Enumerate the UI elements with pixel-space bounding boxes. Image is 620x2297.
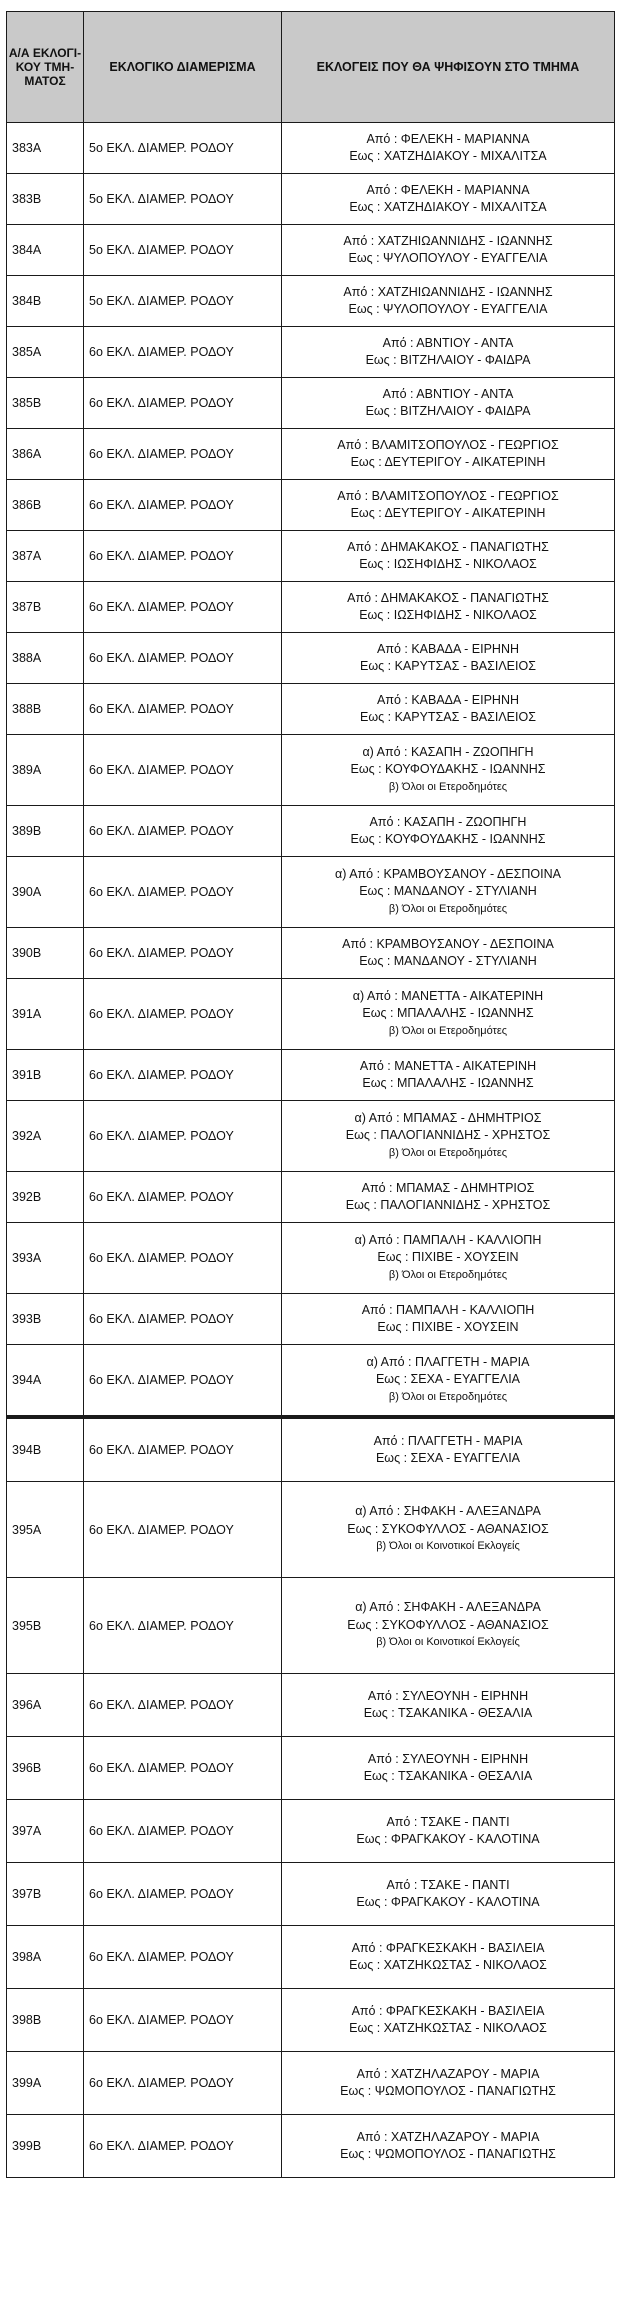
table-row bbox=[7, 1101, 615, 1172]
voters-range-line: Από : ΦΕΛΕΚΗ - ΜΑΡΙΑΝΝΑ bbox=[366, 131, 530, 146]
voters-range-line: Από : ΚΡΑΜΒΟΥΣΑΝΟΥ - ΔΕΣΠΟΙΝΑ bbox=[342, 936, 554, 951]
voters-range-line: Από : ΣΥΛΕΟΥΝΗ - ΕΙΡΗΝΗ bbox=[367, 1688, 529, 1703]
header-voters: ΕΚΛΟΓΕΙΣ ΠΟΥ ΘΑ ΨΗΦΙΣΟΥΝ ΣΤΟ ΤΜΗΜΑ bbox=[282, 12, 615, 123]
voters-range-cell bbox=[282, 1578, 615, 1674]
table-row bbox=[7, 1863, 615, 1926]
table-row bbox=[7, 531, 615, 582]
electoral-district-cell: 5ο ΕΚΛ. ΔΙΑΜΕΡ. ΡΟΔΟΥ bbox=[84, 123, 282, 174]
electoral-district-cell: 6ο ΕΚΛ. ΔΙΑΜΕΡ. ΡΟΔΟΥ bbox=[84, 1101, 282, 1172]
voters-range-line: Εως : ΔΕΥΤΕΡΙΓΟΥ - ΑΙΚΑΤΕΡΙΝΗ bbox=[350, 506, 546, 520]
table-row bbox=[7, 806, 615, 857]
voters-range-line: Εως : ΚΑΡΥΤΣΑΣ - ΒΑΣΙΛΕΙΟΣ bbox=[360, 659, 536, 673]
voters-range-line: Από : ΧΑΤΖΗΙΩΑΝΝΙΔΗΣ - ΙΩΑΝΝΗΣ bbox=[343, 284, 553, 299]
voters-range-cell bbox=[282, 806, 615, 857]
voters-range-cell bbox=[282, 531, 615, 582]
section-number-cell: 388Α bbox=[7, 633, 84, 684]
table-row bbox=[7, 1800, 615, 1863]
voters-range-line: α) Από : ΚΑΣΑΠΗ - ΖΩΟΠΗΓΗ bbox=[362, 744, 534, 759]
electoral-district-cell: 6ο ΕΚΛ. ΔΙΑΜΕΡ. ΡΟΔΟΥ bbox=[84, 806, 282, 857]
electoral-district-cell: 6ο ΕΚΛ. ΔΙΑΜΕΡ. ΡΟΔΟΥ bbox=[84, 531, 282, 582]
electoral-district-cell: 6ο ΕΚΛ. ΔΙΑΜΕΡ. ΡΟΔΟΥ bbox=[84, 1294, 282, 1345]
table-row bbox=[7, 1417, 615, 1482]
table-body bbox=[7, 123, 615, 2178]
voters-range-cell bbox=[282, 429, 615, 480]
section-number-cell: 397Β bbox=[7, 1863, 84, 1926]
table-row bbox=[7, 928, 615, 979]
voters-range-line: Εως : ΚΟΥΦΟΥΔΑΚΗΣ - ΙΩΑΝΝΗΣ bbox=[350, 762, 546, 777]
table-row bbox=[7, 174, 615, 225]
voters-range-line: Από : ΚΑΒΑΔΑ - ΕΙΡΗΝΗ bbox=[376, 692, 520, 707]
table-row bbox=[7, 1294, 615, 1345]
voters-range-cell bbox=[282, 327, 615, 378]
electoral-district-cell: 5ο ΕΚΛ. ΔΙΑΜΕΡ. ΡΟΔΟΥ bbox=[84, 225, 282, 276]
table-row bbox=[7, 735, 615, 806]
voters-range-line: α) Από : ΜΑΝΕΤΤΑ - ΑΙΚΑΤΕΡΙΝΗ bbox=[352, 988, 544, 1003]
voters-range-line: Από : ΦΡΑΓΚΕΣΚΑΚΗ - ΒΑΣΙΛΕΙΑ bbox=[351, 2003, 545, 2018]
voters-range-cell bbox=[282, 1926, 615, 1989]
voters-range-line: Εως : ΠΙΧΙΒΕ - ΧΟΥΣΕΙΝ bbox=[377, 1250, 519, 1265]
section-number-cell: 385Α bbox=[7, 327, 84, 378]
electoral-district-cell: 6ο ΕΚΛ. ΔΙΑΜΕΡ. ΡΟΔΟΥ bbox=[84, 684, 282, 735]
section-number-cell: 383Α bbox=[7, 123, 84, 174]
voters-note-line: β) Όλοι οι Ετεροδημότες bbox=[388, 1268, 508, 1281]
voters-range-line: Από : ΧΑΤΖΗΙΩΑΝΝΙΔΗΣ - ΙΩΑΝΝΗΣ bbox=[343, 233, 553, 248]
section-number-cell: 399Α bbox=[7, 2052, 84, 2115]
voters-range-line: α) Από : ΠΛΑΓΓΕΤΗ - ΜΑΡΙΑ bbox=[366, 1354, 530, 1369]
voters-note-line: β) Όλοι οι Ετεροδημότες bbox=[388, 1390, 508, 1403]
section-number-cell: 396Α bbox=[7, 1674, 84, 1737]
voters-note-line: β) Όλοι οι Ετεροδημότες bbox=[388, 1024, 508, 1037]
section-number-cell: 396Β bbox=[7, 1737, 84, 1800]
section-number-cell: 389Β bbox=[7, 806, 84, 857]
section-number-cell: 394Β bbox=[7, 1417, 84, 1482]
table-row bbox=[7, 327, 615, 378]
voters-range-cell bbox=[282, 276, 615, 327]
voters-range-cell bbox=[282, 582, 615, 633]
voters-range-line: Εως : ΦΡΑΓΚΑΚΟΥ - ΚΑΛΟΤΙΝΑ bbox=[356, 1895, 540, 1909]
voters-range-cell bbox=[282, 1737, 615, 1800]
voters-range-line: Εως : ΒΙΤΖΗΛΑΙΟΥ - ΦΑΙΔΡΑ bbox=[365, 353, 531, 367]
voters-range-line: Εως : ΨΩΜΟΠΟΥΛΟΣ - ΠΑΝΑΓΙΩΤΗΣ bbox=[340, 2147, 556, 2161]
voters-range-line: Εως : ΜΠΑΛΑΛΗΣ - ΙΩΑΝΝΗΣ bbox=[362, 1006, 534, 1021]
section-number-cell: 390Α bbox=[7, 857, 84, 928]
voters-range-cell bbox=[282, 1482, 615, 1578]
electoral-district-cell: 6ο ΕΚΛ. ΔΙΑΜΕΡ. ΡΟΔΟΥ bbox=[84, 633, 282, 684]
voters-range-cell bbox=[282, 1674, 615, 1737]
electoral-district-cell: 6ο ΕΚΛ. ΔΙΑΜΕΡ. ΡΟΔΟΥ bbox=[84, 378, 282, 429]
section-number-cell: 392Α bbox=[7, 1101, 84, 1172]
voters-range-line: Εως : ΚΟΥΦΟΥΔΑΚΗΣ - ΙΩΑΝΝΗΣ bbox=[350, 832, 546, 846]
electoral-district-cell: 6ο ΕΚΛ. ΔΙΑΜΕΡ. ΡΟΔΟΥ bbox=[84, 1800, 282, 1863]
electoral-district-cell: 6ο ΕΚΛ. ΔΙΑΜΕΡ. ΡΟΔΟΥ bbox=[84, 1737, 282, 1800]
electoral-district-cell: 6ο ΕΚΛ. ΔΙΑΜΕΡ. ΡΟΔΟΥ bbox=[84, 857, 282, 928]
voters-range-line: Εως : ΙΩΣΗΦΙΔΗΣ - ΝΙΚΟΛΑΟΣ bbox=[359, 557, 537, 571]
voters-range-line: Από : ΧΑΤΖΗΛΑΖΑΡΟΥ - ΜΑΡΙΑ bbox=[356, 2129, 540, 2144]
polling-sections-table bbox=[6, 11, 615, 2178]
voters-range-cell bbox=[282, 928, 615, 979]
section-number-cell: 384Β bbox=[7, 276, 84, 327]
voters-range-cell bbox=[282, 1223, 615, 1294]
table-row bbox=[7, 1050, 615, 1101]
table-row bbox=[7, 123, 615, 174]
voters-range-cell bbox=[282, 1050, 615, 1101]
section-number-cell: 395Α bbox=[7, 1482, 84, 1578]
voters-range-line: Εως : ΠΑΛΟΓΙΑΝΝΙΔΗΣ - ΧΡΗΣΤΟΣ bbox=[345, 1128, 551, 1143]
section-number-cell: 395Β bbox=[7, 1578, 84, 1674]
electoral-district-cell: 6ο ΕΚΛ. ΔΙΑΜΕΡ. ΡΟΔΟΥ bbox=[84, 2052, 282, 2115]
voters-range-line: Εως : ΣΥΚΟΦΥΛΛΟΣ - ΑΘΑΝΑΣΙΟΣ bbox=[347, 1617, 549, 1632]
electoral-district-cell: 6ο ΕΚΛ. ΔΙΑΜΕΡ. ΡΟΔΟΥ bbox=[84, 735, 282, 806]
table-row bbox=[7, 1674, 615, 1737]
voters-range-cell bbox=[282, 979, 615, 1050]
voters-range-line: Από : ΤΣΑΚΕ - ΠΑΝΤΙ bbox=[386, 1877, 510, 1892]
voters-range-cell bbox=[282, 2115, 615, 2178]
section-number-cell: 399Β bbox=[7, 2115, 84, 2178]
header-section-number: Α/Α ΕΚΛΟΓΙ-ΚΟΥ ΤΜΗ-ΜΑΤΟΣ bbox=[7, 12, 84, 123]
voters-range-line: α) Από : ΚΡΑΜΒΟΥΣΑΝΟΥ - ΔΕΣΠΟΙΝΑ bbox=[335, 866, 561, 881]
electoral-district-cell: 5ο ΕΚΛ. ΔΙΑΜΕΡ. ΡΟΔΟΥ bbox=[84, 174, 282, 225]
table-row bbox=[7, 979, 615, 1050]
electoral-district-cell: 6ο ΕΚΛ. ΔΙΑΜΕΡ. ΡΟΔΟΥ bbox=[84, 429, 282, 480]
voters-range-line: Από : ΜΑΝΕΤΤΑ - ΑΙΚΑΤΕΡΙΝΗ bbox=[359, 1058, 537, 1073]
voters-range-line: Από : ΠΑΜΠΑΛΗ - ΚΑΛΛΙΟΠΗ bbox=[361, 1302, 535, 1317]
header-row bbox=[7, 12, 615, 123]
voters-range-line: Από : ΔΗΜΑΚΑΚΟΣ - ΠΑΝΑΓΙΩΤΗΣ bbox=[347, 539, 549, 554]
voters-range-cell bbox=[282, 1863, 615, 1926]
section-number-cell: 387Α bbox=[7, 531, 84, 582]
voters-range-line: Από : ΑΒΝΤΙΟΥ - ΑΝΤΑ bbox=[382, 386, 514, 401]
table-row bbox=[7, 480, 615, 531]
section-number-cell: 397Α bbox=[7, 1800, 84, 1863]
voters-range-line: Εως : ΧΑΤΖΗΚΩΣΤΑΣ - ΝΙΚΟΛΑΟΣ bbox=[349, 2021, 547, 2035]
voters-range-cell bbox=[282, 174, 615, 225]
table-row bbox=[7, 1172, 615, 1223]
electoral-district-cell: 6ο ΕΚΛ. ΔΙΑΜΕΡ. ΡΟΔΟΥ bbox=[84, 1674, 282, 1737]
section-number-cell: 391Β bbox=[7, 1050, 84, 1101]
section-number-cell: 386Β bbox=[7, 480, 84, 531]
voters-range-line: Εως : ΨΥΛΟΠΟΥΛΟΥ - ΕΥΑΓΓΕΛΙΑ bbox=[348, 302, 548, 316]
voters-range-line: Εως : ΜΠΑΛΑΛΗΣ - ΙΩΑΝΝΗΣ bbox=[362, 1076, 534, 1090]
table-row bbox=[7, 582, 615, 633]
electoral-district-cell: 6ο ΕΚΛ. ΔΙΑΜΕΡ. ΡΟΔΟΥ bbox=[84, 1989, 282, 2052]
electoral-district-cell: 6ο ΕΚΛ. ΔΙΑΜΕΡ. ΡΟΔΟΥ bbox=[84, 928, 282, 979]
voters-range-line: Εως : ΜΑΝΔΑΝΟΥ - ΣΤΥΛΙΑΝΗ bbox=[359, 884, 537, 899]
electoral-district-cell: 6ο ΕΚΛ. ΔΙΑΜΕΡ. ΡΟΔΟΥ bbox=[84, 1223, 282, 1294]
section-number-cell: 387Β bbox=[7, 582, 84, 633]
table-row bbox=[7, 1223, 615, 1294]
section-number-cell: 394Α bbox=[7, 1345, 84, 1418]
electoral-district-cell: 6ο ΕΚΛ. ΔΙΑΜΕΡ. ΡΟΔΟΥ bbox=[84, 582, 282, 633]
section-number-cell: 385Β bbox=[7, 378, 84, 429]
voters-range-line: Από : ΚΑΣΑΠΗ - ΖΩΟΠΗΓΗ bbox=[369, 814, 527, 829]
voters-range-line: Εως : ΤΣΑΚΑΝΙΚΑ - ΘΕΣΑΛΙΑ bbox=[363, 1706, 533, 1720]
voters-range-line: Από : ΔΗΜΑΚΑΚΟΣ - ΠΑΝΑΓΙΩΤΗΣ bbox=[347, 590, 549, 605]
voters-range-cell bbox=[282, 633, 615, 684]
table-row bbox=[7, 2115, 615, 2178]
voters-range-line: Από : ΚΑΒΑΔΑ - ΕΙΡΗΝΗ bbox=[376, 641, 520, 656]
table-row bbox=[7, 633, 615, 684]
voters-range-line: Εως : ΜΑΝΔΑΝΟΥ - ΣΤΥΛΙΑΝΗ bbox=[359, 954, 537, 968]
voters-range-line: Εως : ΧΑΤΖΗΔΙΑΚΟΥ - ΜΙΧΑΛΙΤΣΑ bbox=[349, 200, 547, 214]
voters-range-line: Εως : ΒΙΤΖΗΛΑΙΟΥ - ΦΑΙΔΡΑ bbox=[365, 404, 531, 418]
voters-range-line: Από : ΒΛΑΜΙΤΣΟΠΟΥΛΟΣ - ΓΕΩΡΓΙΟΣ bbox=[337, 488, 559, 503]
voters-range-cell bbox=[282, 378, 615, 429]
voters-range-cell bbox=[282, 1800, 615, 1863]
voters-range-line: Εως : ΨΥΛΟΠΟΥΛΟΥ - ΕΥΑΓΓΕΛΙΑ bbox=[348, 251, 548, 265]
voters-range-line: α) Από : ΜΠΑΜΑΣ - ΔΗΜΗΤΡΙΟΣ bbox=[354, 1110, 542, 1125]
section-number-cell: 393Β bbox=[7, 1294, 84, 1345]
voters-note-line: β) Όλοι οι Ετεροδημότες bbox=[388, 780, 508, 793]
table-row bbox=[7, 276, 615, 327]
voters-range-line: Εως : ΨΩΜΟΠΟΥΛΟΣ - ΠΑΝΑΓΙΩΤΗΣ bbox=[340, 2084, 556, 2098]
voters-range-line: Εως : ΙΩΣΗΦΙΔΗΣ - ΝΙΚΟΛΑΟΣ bbox=[359, 608, 537, 622]
table-row bbox=[7, 2052, 615, 2115]
voters-range-line: Από : ΜΠΑΜΑΣ - ΔΗΜΗΤΡΙΟΣ bbox=[361, 1180, 535, 1195]
table-row bbox=[7, 378, 615, 429]
electoral-district-cell: 6ο ΕΚΛ. ΔΙΑΜΕΡ. ΡΟΔΟΥ bbox=[84, 1482, 282, 1578]
voters-note-line: β) Όλοι οι Κοινοτικοί Εκλογείς bbox=[376, 1636, 520, 1649]
voters-range-line: Εως : ΠΑΛΟΓΙΑΝΝΙΔΗΣ - ΧΡΗΣΤΟΣ bbox=[345, 1198, 551, 1212]
voters-note-line: β) Όλοι οι Κοινοτικοί Εκλογείς bbox=[376, 1540, 520, 1553]
voters-range-cell bbox=[282, 1417, 615, 1482]
voters-range-cell bbox=[282, 735, 615, 806]
table-row bbox=[7, 225, 615, 276]
voters-range-line: Από : ΑΒΝΤΙΟΥ - ΑΝΤΑ bbox=[382, 335, 514, 350]
voters-range-line: Από : ΦΕΛΕΚΗ - ΜΑΡΙΑΝΝΑ bbox=[366, 182, 530, 197]
voters-range-cell bbox=[282, 123, 615, 174]
section-number-cell: 390Β bbox=[7, 928, 84, 979]
voters-range-cell bbox=[282, 1101, 615, 1172]
voters-range-line: Εως : ΣΥΚΟΦΥΛΛΟΣ - ΑΘΑΝΑΣΙΟΣ bbox=[347, 1521, 549, 1536]
voters-range-line: Εως : ΚΑΡΥΤΣΑΣ - ΒΑΣΙΛΕΙΟΣ bbox=[360, 710, 536, 724]
table-row bbox=[7, 429, 615, 480]
section-number-cell: 388Β bbox=[7, 684, 84, 735]
voters-range-cell bbox=[282, 1172, 615, 1223]
voters-range-line: Από : ΦΡΑΓΚΕΣΚΑΚΗ - ΒΑΣΙΛΕΙΑ bbox=[351, 1940, 545, 1955]
section-number-cell: 392Β bbox=[7, 1172, 84, 1223]
section-number-cell: 384Α bbox=[7, 225, 84, 276]
voters-range-cell bbox=[282, 225, 615, 276]
voters-range-line: α) Από : ΠΑΜΠΑΛΗ - ΚΑΛΛΙΟΠΗ bbox=[354, 1232, 542, 1247]
voters-note-line: β) Όλοι οι Ετεροδημότες bbox=[388, 902, 508, 915]
electoral-district-cell: 6ο ΕΚΛ. ΔΙΑΜΕΡ. ΡΟΔΟΥ bbox=[84, 1172, 282, 1223]
section-number-cell: 383Β bbox=[7, 174, 84, 225]
voters-range-line: α) Από : ΣΗΦΑΚΗ - ΑΛΕΞΑΝΔΡΑ bbox=[355, 1504, 541, 1519]
electoral-district-cell: 5ο ΕΚΛ. ΔΙΑΜΕΡ. ΡΟΔΟΥ bbox=[84, 276, 282, 327]
header-electoral-district: ΕΚΛΟΓΙΚΟ ΔΙΑΜΕΡΙΣΜΑ bbox=[84, 12, 282, 123]
table-row bbox=[7, 1482, 615, 1578]
voters-range-line: Εως : ΣΕΧΑ - ΕΥΑΓΓΕΛΙΑ bbox=[375, 1372, 521, 1387]
electoral-district-cell: 6ο ΕΚΛ. ΔΙΑΜΕΡ. ΡΟΔΟΥ bbox=[84, 1345, 282, 1418]
voters-range-line: Από : ΣΥΛΕΟΥΝΗ - ΕΙΡΗΝΗ bbox=[367, 1751, 529, 1766]
section-number-cell: 389Α bbox=[7, 735, 84, 806]
electoral-district-cell: 6ο ΕΚΛ. ΔΙΑΜΕΡ. ΡΟΔΟΥ bbox=[84, 1863, 282, 1926]
table-row bbox=[7, 1345, 615, 1418]
voters-range-line: Από : ΠΛΑΓΓΕΤΗ - ΜΑΡΙΑ bbox=[373, 1433, 523, 1448]
voters-range-line: Από : ΤΣΑΚΕ - ΠΑΝΤΙ bbox=[386, 1814, 510, 1829]
table-row bbox=[7, 684, 615, 735]
electoral-district-cell: 6ο ΕΚΛ. ΔΙΑΜΕΡ. ΡΟΔΟΥ bbox=[84, 480, 282, 531]
voters-range-line: α) Από : ΣΗΦΑΚΗ - ΑΛΕΞΑΝΔΡΑ bbox=[355, 1600, 541, 1615]
table-row bbox=[7, 1737, 615, 1800]
electoral-district-cell: 6ο ΕΚΛ. ΔΙΑΜΕΡ. ΡΟΔΟΥ bbox=[84, 1926, 282, 1989]
voters-range-cell bbox=[282, 684, 615, 735]
electoral-district-cell: 6ο ΕΚΛ. ΔΙΑΜΕΡ. ΡΟΔΟΥ bbox=[84, 1417, 282, 1482]
voters-range-cell bbox=[282, 1345, 615, 1418]
voters-range-cell bbox=[282, 2052, 615, 2115]
voters-range-line: Εως : ΤΣΑΚΑΝΙΚΑ - ΘΕΣΑΛΙΑ bbox=[363, 1769, 533, 1783]
electoral-district-cell: 6ο ΕΚΛ. ΔΙΑΜΕΡ. ΡΟΔΟΥ bbox=[84, 979, 282, 1050]
voters-note-line: β) Όλοι οι Ετεροδημότες bbox=[388, 1146, 508, 1159]
section-number-cell: 398Β bbox=[7, 1989, 84, 2052]
section-number-cell: 391Α bbox=[7, 979, 84, 1050]
table-row bbox=[7, 1578, 615, 1674]
voters-range-line: Εως : ΠΙΧΙΒΕ - ΧΟΥΣΕΙΝ bbox=[377, 1320, 519, 1334]
voters-range-line: Από : ΒΛΑΜΙΤΣΟΠΟΥΛΟΣ - ΓΕΩΡΓΙΟΣ bbox=[337, 437, 559, 452]
voters-range-cell bbox=[282, 1294, 615, 1345]
voters-range-line: Εως : ΣΕΧΑ - ΕΥΑΓΓΕΛΙΑ bbox=[375, 1451, 521, 1465]
table-row bbox=[7, 1989, 615, 2052]
voters-range-line: Εως : ΧΑΤΖΗΔΙΑΚΟΥ - ΜΙΧΑΛΙΤΣΑ bbox=[349, 149, 547, 163]
voters-range-cell bbox=[282, 1989, 615, 2052]
table-row bbox=[7, 857, 615, 928]
electoral-district-cell: 6ο ΕΚΛ. ΔΙΑΜΕΡ. ΡΟΔΟΥ bbox=[84, 1050, 282, 1101]
electoral-district-cell: 6ο ΕΚΛ. ΔΙΑΜΕΡ. ΡΟΔΟΥ bbox=[84, 327, 282, 378]
voters-range-line: Από : ΧΑΤΖΗΛΑΖΑΡΟΥ - ΜΑΡΙΑ bbox=[356, 2066, 540, 2081]
voters-range-line: Εως : ΧΑΤΖΗΚΩΣΤΑΣ - ΝΙΚΟΛΑΟΣ bbox=[349, 1958, 547, 1972]
section-number-cell: 398Α bbox=[7, 1926, 84, 1989]
section-number-cell: 393Α bbox=[7, 1223, 84, 1294]
electoral-district-cell: 6ο ΕΚΛ. ΔΙΑΜΕΡ. ΡΟΔΟΥ bbox=[84, 1578, 282, 1674]
voters-range-cell bbox=[282, 857, 615, 928]
voters-range-line: Εως : ΦΡΑΓΚΑΚΟΥ - ΚΑΛΟΤΙΝΑ bbox=[356, 1832, 540, 1846]
section-number-cell: 386Α bbox=[7, 429, 84, 480]
voters-range-line: Εως : ΔΕΥΤΕΡΙΓΟΥ - ΑΙΚΑΤΕΡΙΝΗ bbox=[350, 455, 546, 469]
table-row bbox=[7, 1926, 615, 1989]
electoral-district-cell: 6ο ΕΚΛ. ΔΙΑΜΕΡ. ΡΟΔΟΥ bbox=[84, 2115, 282, 2178]
voters-range-cell bbox=[282, 480, 615, 531]
